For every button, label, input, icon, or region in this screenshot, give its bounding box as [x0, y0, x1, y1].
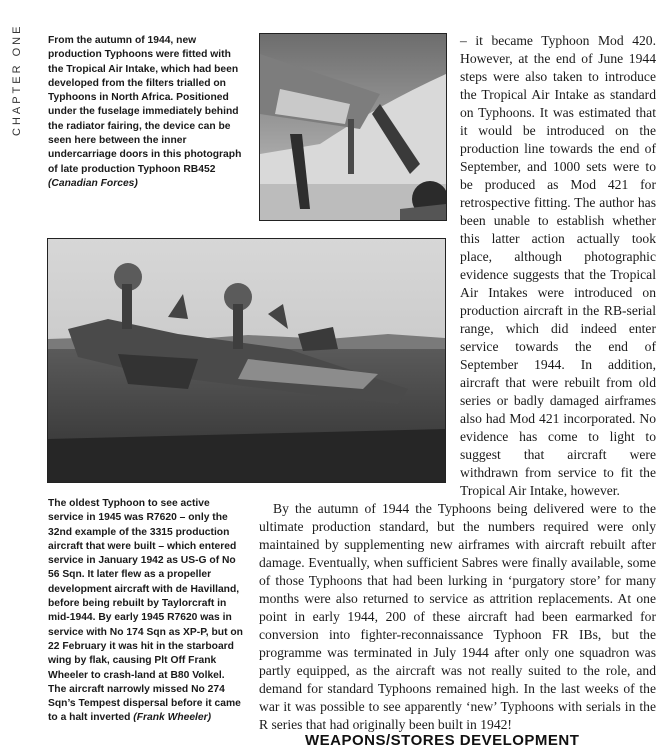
body-text-bottom-paragraph: By the autumn of 1944 the Typhoons being delivered were to the ultimate production standard, but the numbers required were only maintained by supplementing new airframes with aircraft rebuilt after damage. Eventually, when sufficient Sabres were finally available, some of those Typhoons that had been lurking in ‘purgatory store’ for many months were also returned to service as attrition replacements. At one point in early 1944, 200 of these aircraft had been earmarked for conversion into fighter-reconnaissance Typhoon FR IBs, but the programme was terminated in July 1944 after only one squadron was partly equipped, as the aircraft was not really suited to the role, and demand for standard Typhoons remained high. In the last weeks of the war it was possible to see apparently ‘new’ Typhoons with serials in the R series that had originally been built in 1942! — [259, 501, 656, 732]
caption-bottom-credit: (Frank Wheeler) — [133, 712, 212, 724]
inverted-typhoon-illustration — [48, 239, 445, 482]
caption-bottom-text: The oldest Typhoon to see active service in 1945 was R7620 – only the 32nd example of the 3315 production aircraft that were built – which entered service in January 1942 as US-G of No 56 Sqn. It later flew as a propeller development aircraft with de Havilland, before being rebuilt by Taylorcraft in mid-1944. By early 1945 R7620 was in service with No 174 Sqn as XP-P, but on 22 February it was hit in the starboard wing by flak, causing Plt Off Frank Wheeler to crash-land at B80 Volkel. The aircraft narrowly missed No 274 Sqn’s Tempest dispersal before it came to a halt inverted — [48, 498, 243, 724]
body-text-right-column: – it became Typhoon Mod 420. However, at the end of June 1944 steps were also taken to introduce the Tropical Air Intake as standard on Typhoons. It was estimated that it would be introduced on the production line towards the end of September, and 1000 sets were to be produced as Mod 421 for retrospective fitting. The author has been unable to establish whether this latter action actually took place, although photographic evidence suggests that the Tropical Air Intakes were introduced on production aircraft in the RB-serial range, which did indeed enter service towards the end of September 1944. In addition, aircraft that were rebuilt from old series or badly damaged airframes also had Mod 421 incorporated. No evidence has come to light to suggest that aircraft were withdrawn from service to fit the Tropical Air Intake, however. — [460, 33, 656, 498]
photo-caption-bottom — [48, 497, 244, 726]
running-head — [2, 23, 24, 140]
photo-caption-top — [48, 34, 244, 191]
photo-typhoon-underside — [259, 33, 447, 221]
photo-inverted-typhoon-r7620 — [47, 238, 446, 483]
section-heading: WEAPONS/STORES DEVELOPMENT — [305, 732, 580, 749]
typhoon-underside-illustration — [260, 34, 446, 220]
caption-top-credit: (Canadian Forces) — [48, 177, 138, 189]
caption-top-text: From the autumn of 1944, new production Typhoons were fitted with the Tropical Air Intake, which had been developed from the filters trialled on Typhoons in North Africa. Positioned under the fuselage immediately behind the radiator fairing, the device can be seen here between the inner undercarriage doors in this photograph of late production Typhoon RB452 — [48, 35, 242, 175]
chapter-label: CHAPTER ONE — [11, 23, 23, 136]
